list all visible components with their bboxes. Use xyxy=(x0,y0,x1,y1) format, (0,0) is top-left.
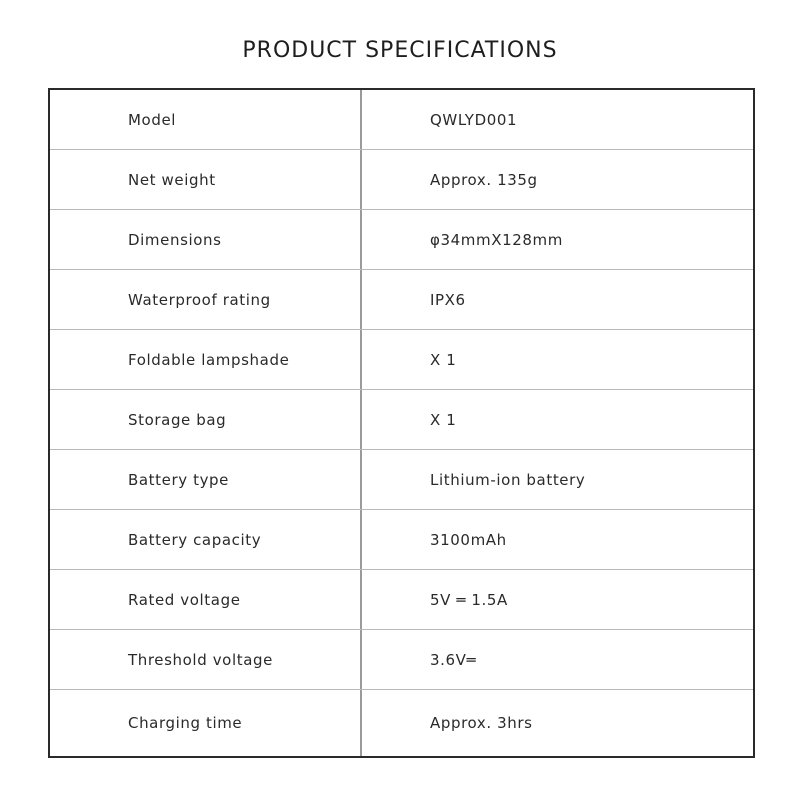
table-row xyxy=(50,390,753,450)
spec-label: Dimensions xyxy=(128,230,222,249)
table-row xyxy=(50,150,753,210)
spec-value: QWLYD001 xyxy=(430,110,518,129)
spec-value: 5V ═ 1.5A xyxy=(430,590,508,609)
spec-value: Approx. 135g xyxy=(430,170,538,189)
spec-label: Storage bag xyxy=(128,410,227,429)
spec-label: Foldable lampshade xyxy=(128,350,290,369)
spec-label: Battery type xyxy=(128,470,229,489)
table-row xyxy=(50,690,753,756)
spec-value: X 1 xyxy=(430,350,457,369)
spec-label: Rated voltage xyxy=(128,590,241,609)
table-row xyxy=(50,270,753,330)
table-row xyxy=(50,90,753,150)
spec-label: Net weight xyxy=(128,170,216,189)
spec-label: Charging time xyxy=(128,714,243,732)
table-row xyxy=(50,330,753,390)
page-title: PRODUCT SPECIFICATIONS xyxy=(242,38,558,63)
table-row xyxy=(50,450,753,510)
spec-value: 3100mAh xyxy=(430,530,507,549)
spec-value: X 1 xyxy=(430,410,457,429)
spec-value: 3.6V═ xyxy=(430,650,477,669)
table-row xyxy=(50,510,753,570)
spec-label: Battery capacity xyxy=(128,530,262,549)
spec-table xyxy=(48,88,755,758)
spec-label: Threshold voltage xyxy=(128,650,273,669)
spec-value: IPX6 xyxy=(430,290,466,309)
table-row xyxy=(50,630,753,690)
spec-value: Approx. 3hrs xyxy=(430,714,533,732)
spec-value: Lithium-ion battery xyxy=(430,470,586,489)
table-row xyxy=(50,570,753,630)
spec-value: φ34mmX128mm xyxy=(430,230,563,249)
spec-label: Waterproof rating xyxy=(128,290,271,309)
table-row xyxy=(50,210,753,270)
spec-label: Model xyxy=(128,110,177,129)
